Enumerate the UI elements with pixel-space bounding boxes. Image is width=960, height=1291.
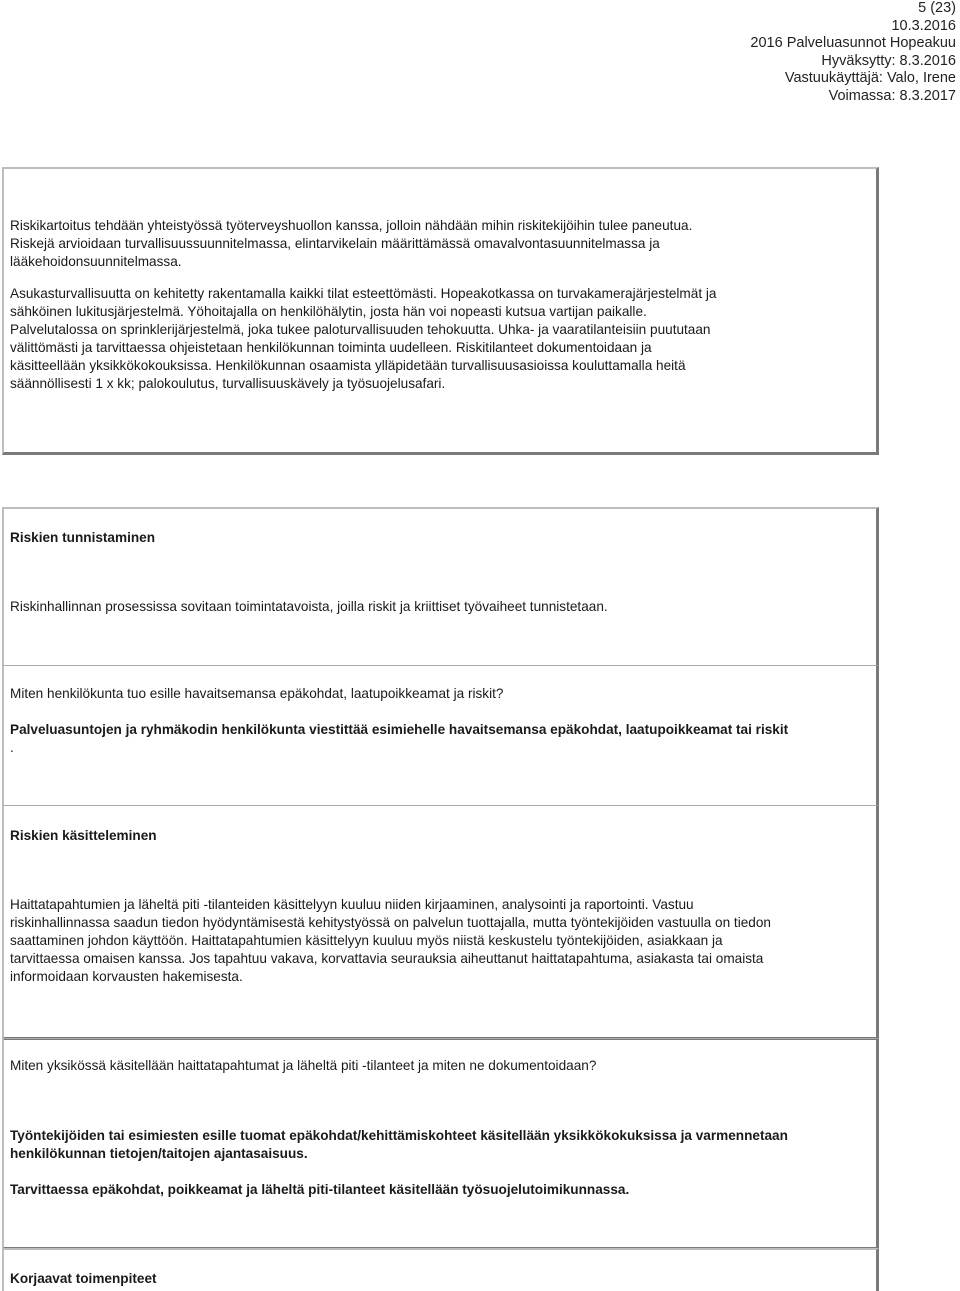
text-line: käsitteellään yksikkökokouksissa. Henkilökunnan osaamista ylläpidetään turvallisuusasioissa kouluttamalla heitä: [10, 358, 686, 373]
text-line: välittömästi ja tarvittaessa ohjeistetaan henkilökunnan toiminta uudelleen. Riskitilanteet dokumentoidaan ja: [10, 340, 652, 355]
document-date: 10.3.2016: [891, 17, 956, 34]
section-heading: Riskien tunnistaminen: [10, 530, 156, 545]
risk-identification-box: [2, 507, 879, 667]
text-line: Palvelutalossa on sprinklerijärjestelmä, joka tukee paloturvallisuuden tehokuutta. Uhka- ja vaaratilanteisiin puututaan: [10, 322, 711, 337]
text-line: sähköinen lukitusjärjestelmä. Yöhoitajalla on henkilöhälytin, josta hän voi nopeasti kutsua vartijan paikalle.: [10, 304, 647, 319]
incident-documentation-box: [2, 1038, 879, 1250]
text-line: säännöllisesti 1 x kk; palokoulutus, turvallisuuskävely ja työsuojelusafari.: [10, 376, 446, 391]
text-line: lääkehoidonsuunnitelmassa.: [10, 254, 182, 269]
text-line: Riskinhallinnan prosessissa sovitaan toimintatavoista, joilla riskit ja kriittiset työvaiheet tunnistetaan.: [10, 599, 608, 614]
page-header: [750, 0, 956, 105]
section-heading: Riskien käsitteleminen: [10, 828, 157, 843]
risk-handling-box: [2, 805, 879, 1040]
answer-text: henkilökunnan tietojen/taitojen ajantasaisuus.: [10, 1146, 308, 1161]
text-line: Riskikartoitus tehdään yhteistyössä työterveyshuollon kanssa, jolloin nähdään mihin riskitekijöihin tulee paneutua.: [10, 218, 693, 233]
valid-until: Voimassa: 8.3.2017: [828, 87, 956, 104]
question-text: Miten yksikössä käsitellään haittatapahtumat ja läheltä piti -tilanteet ja miten ne dokumentoidaan?: [10, 1058, 597, 1073]
text-line: Riskejä arvioidaan turvallisuussuunnitelmassa, elintarvikelain määrittämässä omavalvontasuunnitelmassa ja: [10, 236, 660, 251]
text-line: saattaminen johdon käyttöön. Haittatapahtumien käsittelyyn kuuluu myös niistä keskustelu työntekijöiden, asiakkaan ja: [10, 933, 723, 948]
text-line: Asukasturvallisuutta on kehitetty rakentamalla kaikki tilat esteettömästi. Hopeakotkassa on turvakamerajärjestelmät ja: [10, 286, 717, 301]
text-line: riskinhallinnassa saadun tiedon hyödyntämisestä kehitystyössä on palvelun tuottajalla, mutta työntekijöiden vastuulla on tiedon: [10, 915, 771, 930]
document-title: 2016 Palveluasunnot Hopeakuu: [750, 35, 956, 51]
page-number: 5 (23): [918, 0, 956, 16]
reporting-box: [2, 665, 879, 807]
question-text: Miten henkilökunta tuo esille havaitsemansa epäkohdat, laatupoikkeamat ja riskit?: [10, 686, 504, 701]
text-line: informoidaan korvausten hakemisesta.: [10, 969, 243, 984]
answer-text: .: [10, 740, 14, 755]
answer-text: Palveluasuntojen ja ryhmäkodin henkilökunta viestittää esimiehelle havaitsemansa epäkohdat, laatupoikkeamat tai riskit: [10, 722, 789, 737]
approved-date: Hyväksytty: 8.3.2016: [821, 52, 956, 69]
responsible-user: Vastuukäyttäjä: Valo, Irene: [784, 70, 956, 86]
corrective-actions-box: [2, 1248, 879, 1291]
answer-text: Tarvittaessa epäkohdat, poikkeamat ja läheltä piti-tilanteet käsitellään työsuojelutoimikunnassa.: [10, 1182, 630, 1197]
text-line: Haittatapahtumien ja läheltä piti -tilanteiden käsittelyyn kuuluu niiden kirjaaminen, analysointi ja raportointi. Vastuu: [10, 897, 694, 912]
answer-text: Työntekijöiden tai esimiesten esille tuomat epäkohdat/kehittämiskohteet käsitellään yksikkökokuksissa ja varmennetaan: [10, 1128, 788, 1143]
risk-assessment-box: [2, 167, 879, 455]
text-line: tarvittaessa omaisen kanssa. Jos tapahtuu vakava, korvattavia seurauksia aiheuttanut haittatapahtuma, asiakasta tai omaista: [10, 951, 764, 966]
section-heading: Korjaavat toimenpiteet: [10, 1271, 157, 1286]
